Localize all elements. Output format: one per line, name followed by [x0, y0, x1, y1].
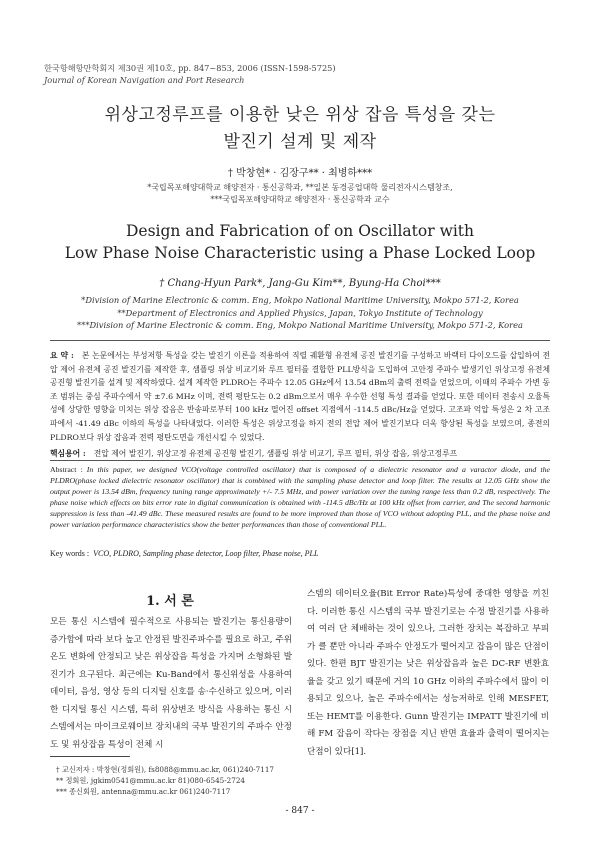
footnote-member: ** 정회원, jgkim0541@mmu.ac.kr 81)080-6545-2724: [56, 776, 245, 785]
paper-title-en: [0, 220, 600, 264]
keywords-en-label: Key words :: [50, 549, 90, 558]
abstract-ko: [50, 349, 550, 444]
footnote-corresponding-author: † 교신저자 : 박창현(정회원), fs8088@mmu.ac.kr, 061)240-7117: [56, 765, 274, 774]
abstract-ko-label: 요 약 :: [50, 351, 74, 360]
paper-title-en-line2: Low Phase Noise Characteristic using a Phase Locked Loop: [64, 244, 536, 262]
paper-title-ko-line1: 위상고정루프를 이용한 낮은 위상 잡음 특성을 갖는: [104, 105, 496, 125]
abstract-en-text: In this paper, we designed VCO(voltage controlled oscillator) that is composed of a dielectric resonator and a varactor diode, and the PLDRO(phase locked dielectric resonator oscillator) that is combined with the sampling phase detector and loop filter. The results at 12.05 GHz show the output power is 13.54 dBm, frequency tuning range approximately +/- 7.5 MHz, and power variation over the tuning range less than 0.2 dB, respectively. The phase noise which effects on bits error rate in digital communication is obtained with -114.5 dBc/Hz at 100 kHz offset from carrier, and The second harmonic suppression is less than -41.49 dBc. These measured results are found to be more improved than those of VCO without adopting PLL, and the phase noise and power variation performance characteristics show the better performances than those of conventional PLL.: [50, 465, 550, 529]
affiliation-ko-line1: *국립목포해양대학교 해양전자 · 통신공학과, **일본 동경공업대학 물리전자시스템창조,: [147, 183, 453, 192]
body-column-right: [307, 586, 549, 761]
keywords-ko-label: 핵심용어 :: [50, 449, 86, 458]
divider-top: [50, 340, 550, 341]
section-heading-introduction: 1. 서 론: [146, 594, 194, 609]
authors-ko: † 박창현* · 김장구** · 최병하***: [227, 168, 373, 179]
keywords-ko-text: 전압 제어 발진기, 위상고정 유전체 공진형 발진기, 샘플링 위상 비교기, 루프 필터, 위상 잡음, 위상고정루프: [93, 449, 458, 458]
abstract-en: [50, 464, 550, 530]
affiliations-en: [0, 294, 600, 332]
body-column-left: [50, 614, 292, 754]
footnote-divider: [50, 756, 130, 757]
paper-title-ko-line2: 발진기 설계 및 제작: [223, 132, 377, 152]
keywords-en: [50, 549, 550, 558]
journal-header: [44, 62, 336, 86]
abstract-ko-text: 본 논문에서는 부성저항 특성을 갖는 발진기 이론을 적용하여 직렬 궤환형 유전체 공진 발진기를 구성하고 바랙터 다이오드를 삽입하여 전압 제어 유전체 공진 발진기를 제작한 후, 샘플링 위상 비교기와 루프 필터를 결합한 PLL방식을 도입하여 고안정 주파수 발생기인 위상고정 유전체 공진형 발진기를 설계 및 제작하였다. 설계 제작한 PLDRO는 주파수 12.05 GHz에서 13.54 dBm의 출력 전력을 얻었으며, 이때의 주파수 가변 동조 범위는 중심 주파수에서 약 ±7.6 MHz 이며, 전력 평탄도는 0.2 dBm으로서 매우 우수한 선형 특성 결과를 얻었다. 또한 데이터 전송시 오율특성에 상당한 영향을 미치는 위상 잡음은 반송파로부터 100 kHz 떨어진 offset 지점에서 -114.5 dBc/Hz을 얻었다. 고조파 억압 특성은 2 차 고조파에서 -41.49 dBc 이하의 특성을 나타내었다. 이러한 특성은 위상고정을 하지 전의 전압 제어 발진기보다 더욱 향상된 특성을 보였으며, 종전의 PLDRO보다 위상 잡음과 전력 평탄도면을 개선시킬 수 있었다.: [50, 351, 550, 442]
affiliation-en-line1: *Division of Marine Electronic & comm. Eng, Mokpo National Maritime University, Mokpo 571-2, Korea: [81, 295, 519, 305]
paper-title-en-line1: Design and Fabrication of on Oscillator with: [125, 222, 475, 240]
keywords-en-text: VCO, PLDRO, Sampling phase detector, Loop filter, Phase noise, PLL: [93, 549, 319, 558]
journal-citation-ko: 한국항해항만학회지 제30권 제10호, pp. 847~853, 2006 (ISSN-1598-5725): [44, 63, 336, 73]
footnote-lifetime-member: *** 종신회원, antenna@mmu.ac.kr 061)240-7117: [56, 787, 231, 796]
abstract-en-label: Abstract :: [50, 465, 83, 474]
affiliation-en-line3: ***Division of Marine Electronic & comm. Eng, Mokpo National Maritime University, Mokpo 571-2, Korea: [77, 320, 523, 330]
footnotes: [56, 764, 274, 797]
keywords-ko: [50, 448, 550, 459]
affiliations-ko: [0, 182, 600, 206]
affiliation-en-line2: **Department of Electronics and Applied Physics, Japan, Tokyo Institute of Technology: [117, 307, 483, 318]
affiliation-ko-line2: ***국립목포해양대학교 해양전자 · 통신공학과 교수: [210, 195, 390, 204]
body-text-right: 스템의 데이터오율(Bit Error Rate)특성에 중대한 영향을 끼친다. 이러한 통신 시스템의 국부 발진기로는 수정 발진기를 사용하여 여러 단 체배하는 것이 있으나, 그러한 장치는 복잡하고 부피가 클 뿐만 아니라 주파수 안정도가 떨어지고 잡음이 많은 단점이 있다. 한편 BJT 발진기는 낮은 위상잡음과 높은 DC-RF 변환효율을 갖고 있기 때문에 거의 10 GHz 이하의 주파수에서 많이 이용되고 있으나, 높은 주파수에서는 성능저하로 인해 MESFET, 또는 HEMT를 이용한다. Gunn 발진기는 IMPATT 발진기에 비해 FM 잡음이 작다는 장점을 지닌 반면 효율과 출력이 떨어지는 단점이 있다[1].: [307, 589, 549, 757]
journal-name-en: Journal of Korean Navigation and Port Research: [44, 75, 245, 85]
page-number: - 847 -: [285, 806, 315, 816]
body-text-left: 모든 통신 시스템에 필수적으로 사용되는 발진기는 통신용량이 증가함에 따라 보다 높고 안정된 발진주파수를 필요로 하고, 주위 온도 변화에 안정되고 낮은 위상잡음 특성을 가지며 소형화된 발진기가 요구된다. 최근에는 Ku-Band에서 통신위성을 사용하여 데이터, 음성, 영상 등의 디지털 신호를 송·수신하고 있으며, 이러한 디지털 통신 시스템, 특히 위상변조 방식을 사용하는 통신 시스템에서는 마이크로웨이브 장치내의 국부 발진기의 주파수 안정도 및 위상잡음 특성이 전체 시: [50, 617, 292, 750]
authors-en: † Chang-Hyun Park*, Jang-Gu Kim**, Byung-Ha Choi***: [159, 278, 441, 289]
divider-middle: [50, 460, 550, 461]
